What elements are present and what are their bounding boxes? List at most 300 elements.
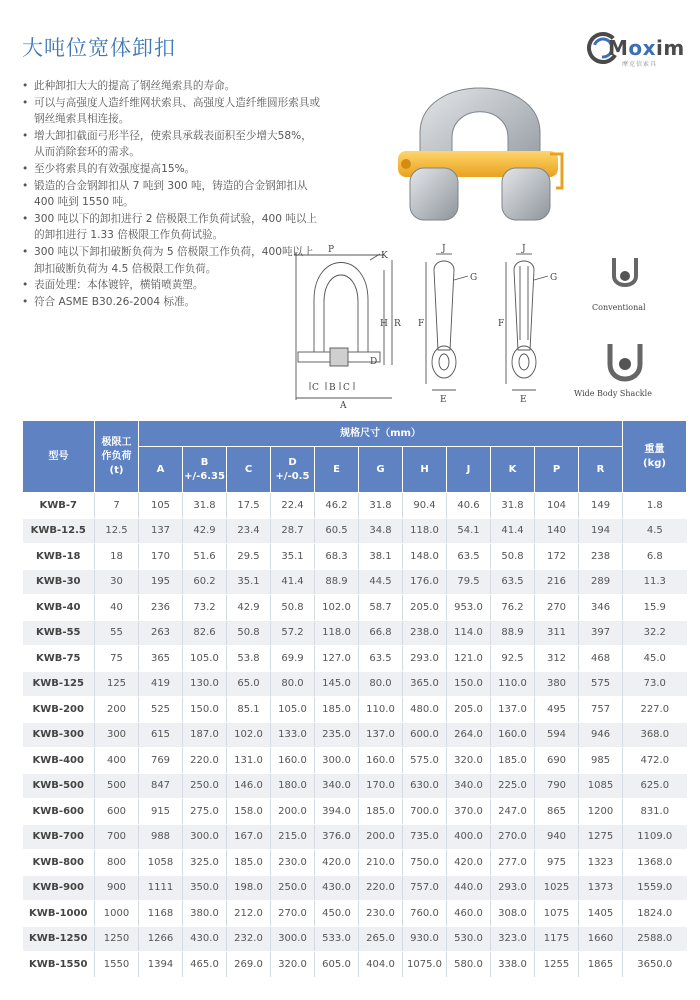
- value-cell: 530.0: [447, 926, 491, 952]
- value-cell: 300.0: [271, 926, 315, 952]
- value-cell: 500: [95, 773, 139, 799]
- header-dim-a: A: [139, 447, 183, 493]
- table-row: [23, 722, 687, 748]
- value-cell: 1865: [579, 952, 623, 978]
- value-cell: 419: [139, 671, 183, 697]
- value-cell: 195: [139, 569, 183, 595]
- value-cell: 205.0: [403, 595, 447, 621]
- value-cell: 365: [139, 646, 183, 672]
- value-cell: 940: [535, 824, 579, 850]
- model-cell: KWB-300: [23, 722, 95, 748]
- header-dims: 规格尺寸（mm）: [139, 421, 623, 447]
- value-cell: 985: [579, 748, 623, 774]
- value-cell: 73.0: [623, 671, 687, 697]
- value-cell: 146.0: [227, 773, 271, 799]
- value-cell: 60.5: [315, 518, 359, 544]
- value-cell: 176.0: [403, 569, 447, 595]
- table-row: [23, 620, 687, 646]
- value-cell: 1323: [579, 850, 623, 876]
- value-cell: 198.0: [227, 875, 271, 901]
- value-cell: 1373: [579, 875, 623, 901]
- label-g2: G: [550, 273, 558, 283]
- feature-item: • 可以与高强度人造纤维网状索具、高强度人造纤维圆形索具或钢丝绳索具相连接。: [22, 95, 322, 128]
- value-cell: 31.8: [359, 493, 403, 519]
- value-cell: 1.8: [623, 493, 687, 519]
- value-cell: 1175: [535, 926, 579, 952]
- table-row: [23, 671, 687, 697]
- feature-item: • 增大卸扣截面弓形半径，使索具承载表面积至少增大58%，从而消除套环的需求。: [22, 128, 322, 161]
- value-cell: 575.0: [403, 748, 447, 774]
- value-cell: 289: [579, 569, 623, 595]
- value-cell: 735.0: [403, 824, 447, 850]
- value-cell: 42.9: [183, 518, 227, 544]
- header-dim-p: P: [535, 447, 579, 493]
- label-r: R: [394, 319, 401, 329]
- value-cell: 630.0: [403, 773, 447, 799]
- value-cell: 757.0: [403, 875, 447, 901]
- header-model: 型号: [23, 421, 95, 493]
- value-cell: 600: [95, 799, 139, 825]
- value-cell: 53.8: [227, 646, 271, 672]
- value-cell: 263: [139, 620, 183, 646]
- label-a: A: [340, 401, 347, 411]
- value-cell: 480.0: [403, 697, 447, 723]
- value-cell: 420.0: [447, 850, 491, 876]
- value-cell: 200.0: [359, 824, 403, 850]
- value-cell: 51.6: [183, 544, 227, 570]
- value-cell: 105.0: [183, 646, 227, 672]
- value-cell: 102.0: [227, 722, 271, 748]
- value-cell: 1000: [95, 901, 139, 927]
- value-cell: 42.9: [227, 595, 271, 621]
- header-dim-h: H: [403, 447, 447, 493]
- value-cell: 15.9: [623, 595, 687, 621]
- value-cell: 46.2: [315, 493, 359, 519]
- value-cell: 865: [535, 799, 579, 825]
- model-cell: KWB-400: [23, 748, 95, 774]
- value-cell: 420.0: [315, 850, 359, 876]
- value-cell: 1550: [95, 952, 139, 978]
- value-cell: 88.9: [315, 569, 359, 595]
- value-cell: 220.0: [359, 875, 403, 901]
- value-cell: 75: [95, 646, 139, 672]
- table-row: [23, 493, 687, 519]
- table-row: [23, 773, 687, 799]
- model-cell: KWB-55: [23, 620, 95, 646]
- value-cell: 380.0: [183, 901, 227, 927]
- table-row: [23, 799, 687, 825]
- value-cell: 137.0: [491, 697, 535, 723]
- feature-item: • 符合 ASME B30.26-2004 标准。: [22, 294, 322, 311]
- value-cell: 170.0: [359, 773, 403, 799]
- value-cell: 31.8: [183, 493, 227, 519]
- value-cell: 50.8: [271, 595, 315, 621]
- brand-logo: [586, 30, 686, 78]
- value-cell: 700: [95, 824, 139, 850]
- model-cell: KWB-800: [23, 850, 95, 876]
- label-j2: J: [522, 244, 526, 254]
- value-cell: 82.6: [183, 620, 227, 646]
- label-d: D: [370, 357, 378, 367]
- label-e: E: [440, 395, 447, 405]
- header-dim-g: G: [359, 447, 403, 493]
- value-cell: 65.0: [227, 671, 271, 697]
- value-cell: 216: [535, 569, 579, 595]
- value-cell: 160.0: [491, 722, 535, 748]
- value-cell: 1394: [139, 952, 183, 978]
- value-cell: 400: [95, 748, 139, 774]
- value-cell: 90.4: [403, 493, 447, 519]
- feature-item: • 此种卸扣大大的提高了钢丝绳索具的寿命。: [22, 78, 322, 95]
- value-cell: 215.0: [271, 824, 315, 850]
- value-cell: 300.0: [315, 748, 359, 774]
- model-cell: KWB-500: [23, 773, 95, 799]
- value-cell: 18: [95, 544, 139, 570]
- value-cell: 4.5: [623, 518, 687, 544]
- value-cell: 1085: [579, 773, 623, 799]
- value-cell: 6.8: [623, 544, 687, 570]
- value-cell: 580.0: [447, 952, 491, 978]
- value-cell: 3650.0: [623, 952, 687, 978]
- value-cell: 148.0: [403, 544, 447, 570]
- value-cell: 38.1: [359, 544, 403, 570]
- value-cell: 600.0: [403, 722, 447, 748]
- value-cell: 40: [95, 595, 139, 621]
- value-cell: 312: [535, 646, 579, 672]
- value-cell: 80.0: [271, 671, 315, 697]
- table-row: [23, 748, 687, 774]
- value-cell: 2588.0: [623, 926, 687, 952]
- value-cell: 323.0: [491, 926, 535, 952]
- value-cell: 1058: [139, 850, 183, 876]
- value-cell: 158.0: [227, 799, 271, 825]
- value-cell: 150.0: [183, 697, 227, 723]
- spec-table: [22, 420, 687, 978]
- value-cell: 1111: [139, 875, 183, 901]
- value-cell: 472.0: [623, 748, 687, 774]
- value-cell: 54.1: [447, 518, 491, 544]
- value-cell: 465.0: [183, 952, 227, 978]
- value-cell: 1168: [139, 901, 183, 927]
- header-dim-r: R: [579, 447, 623, 493]
- value-cell: 185.0: [315, 697, 359, 723]
- value-cell: 92.5: [491, 646, 535, 672]
- value-cell: 68.3: [315, 544, 359, 570]
- value-cell: 953.0: [447, 595, 491, 621]
- value-cell: 205.0: [447, 697, 491, 723]
- shackle-product-image: [390, 58, 570, 238]
- model-cell: KWB-900: [23, 875, 95, 901]
- value-cell: 140: [535, 518, 579, 544]
- value-cell: 50.8: [227, 620, 271, 646]
- value-cell: 110.0: [359, 697, 403, 723]
- value-cell: 28.7: [271, 518, 315, 544]
- feature-item: • 300 吨以下的卸扣进行 2 倍极限工作负荷试验，400 吨以上的卸扣进行 1.33 倍极限工作负荷试验。: [22, 211, 322, 244]
- value-cell: 73.2: [183, 595, 227, 621]
- brand-subtitle: 摩克信索具: [622, 61, 658, 68]
- value-cell: 594: [535, 722, 579, 748]
- value-cell: 1368.0: [623, 850, 687, 876]
- header-dim-k: K: [491, 447, 535, 493]
- value-cell: 34.8: [359, 518, 403, 544]
- value-cell: 227.0: [623, 697, 687, 723]
- page-title: 大吨位宽体卸扣: [22, 36, 176, 60]
- value-cell: 700.0: [403, 799, 447, 825]
- value-cell: 1075.0: [403, 952, 447, 978]
- value-cell: 1250: [95, 926, 139, 952]
- feature-item: • 锻造的合金钢卸扣从 7 吨到 300 吨，铸造的合金钢卸扣从 400 吨到 1550 吨。: [22, 178, 322, 211]
- value-cell: 790: [535, 773, 579, 799]
- label-h: H: [380, 319, 388, 329]
- label-f2: F: [498, 319, 505, 329]
- table-row: [23, 952, 687, 978]
- value-cell: 847: [139, 773, 183, 799]
- value-cell: 769: [139, 748, 183, 774]
- value-cell: 300: [95, 722, 139, 748]
- value-cell: 230.0: [359, 901, 403, 927]
- label-f: F: [418, 319, 425, 329]
- value-cell: 975: [535, 850, 579, 876]
- value-cell: 440.0: [447, 875, 491, 901]
- value-cell: 533.0: [315, 926, 359, 952]
- value-cell: 12.5: [95, 518, 139, 544]
- value-cell: 131.0: [227, 748, 271, 774]
- value-cell: 66.8: [359, 620, 403, 646]
- value-cell: 1660: [579, 926, 623, 952]
- model-cell: KWB-600: [23, 799, 95, 825]
- value-cell: 133.0: [271, 722, 315, 748]
- value-cell: 930.0: [403, 926, 447, 952]
- value-cell: 308.0: [491, 901, 535, 927]
- value-cell: 800: [95, 850, 139, 876]
- value-cell: 340.0: [447, 773, 491, 799]
- value-cell: 265.0: [359, 926, 403, 952]
- value-cell: 44.5: [359, 569, 403, 595]
- value-cell: 150.0: [447, 671, 491, 697]
- value-cell: 365.0: [403, 671, 447, 697]
- value-cell: 118.0: [315, 620, 359, 646]
- model-cell: KWB-12.5: [23, 518, 95, 544]
- value-cell: 690: [535, 748, 579, 774]
- value-cell: 145.0: [315, 671, 359, 697]
- value-cell: 311: [535, 620, 579, 646]
- conventional-label: Conventional: [592, 303, 646, 312]
- table-row: [23, 824, 687, 850]
- value-cell: 1266: [139, 926, 183, 952]
- value-cell: 7: [95, 493, 139, 519]
- value-cell: 615: [139, 722, 183, 748]
- model-cell: KWB-1550: [23, 952, 95, 978]
- value-cell: 525: [139, 697, 183, 723]
- header-dim-b: B +/-6.35: [183, 447, 227, 493]
- value-cell: 114.0: [447, 620, 491, 646]
- value-cell: 293.0: [403, 646, 447, 672]
- value-cell: 250.0: [183, 773, 227, 799]
- value-cell: 160.0: [271, 748, 315, 774]
- table-row: [23, 544, 687, 570]
- value-cell: 187.0: [183, 722, 227, 748]
- header-dim-c: C: [227, 447, 271, 493]
- model-cell: KWB-700: [23, 824, 95, 850]
- value-cell: 60.2: [183, 569, 227, 595]
- value-cell: 137: [139, 518, 183, 544]
- value-cell: 121.0: [447, 646, 491, 672]
- label-c2: C: [343, 383, 350, 393]
- value-cell: 238.0: [403, 620, 447, 646]
- value-cell: 270.0: [271, 901, 315, 927]
- value-cell: 460.0: [447, 901, 491, 927]
- value-cell: 200: [95, 697, 139, 723]
- value-cell: 368.0: [623, 722, 687, 748]
- value-cell: 137.0: [359, 722, 403, 748]
- value-cell: 750.0: [403, 850, 447, 876]
- value-cell: 80.0: [359, 671, 403, 697]
- value-cell: 76.2: [491, 595, 535, 621]
- value-cell: 325.0: [183, 850, 227, 876]
- value-cell: 88.9: [491, 620, 535, 646]
- value-cell: 300.0: [183, 824, 227, 850]
- value-cell: 55: [95, 620, 139, 646]
- value-cell: 277.0: [491, 850, 535, 876]
- value-cell: 370.0: [447, 799, 491, 825]
- value-cell: 625.0: [623, 773, 687, 799]
- value-cell: 57.2: [271, 620, 315, 646]
- value-cell: 394.0: [315, 799, 359, 825]
- value-cell: 149: [579, 493, 623, 519]
- value-cell: 130.0: [183, 671, 227, 697]
- label-p: P: [328, 245, 335, 255]
- value-cell: 17.5: [227, 493, 271, 519]
- value-cell: 58.7: [359, 595, 403, 621]
- value-cell: 270: [535, 595, 579, 621]
- value-cell: 430.0: [183, 926, 227, 952]
- value-cell: 35.1: [271, 544, 315, 570]
- value-cell: 232.0: [227, 926, 271, 952]
- table-row: [23, 569, 687, 595]
- value-cell: 338.0: [491, 952, 535, 978]
- value-cell: 127.0: [315, 646, 359, 672]
- header-dim-e: E: [315, 447, 359, 493]
- value-cell: 185.0: [227, 850, 271, 876]
- label-e2: E: [520, 395, 527, 405]
- value-cell: 250.0: [271, 875, 315, 901]
- value-cell: 404.0: [359, 952, 403, 978]
- value-cell: 320.0: [447, 748, 491, 774]
- label-k: K: [381, 251, 388, 261]
- value-cell: 235.0: [315, 722, 359, 748]
- value-cell: 35.1: [227, 569, 271, 595]
- value-cell: 185.0: [359, 799, 403, 825]
- value-cell: 238: [579, 544, 623, 570]
- wide-body-icon: [610, 344, 640, 379]
- table-row: [23, 697, 687, 723]
- model-cell: KWB-18: [23, 544, 95, 570]
- value-cell: 270.0: [491, 824, 535, 850]
- value-cell: 79.5: [447, 569, 491, 595]
- value-cell: 1075: [535, 901, 579, 927]
- table-row: [23, 901, 687, 927]
- value-cell: 41.4: [271, 569, 315, 595]
- value-cell: 376.0: [315, 824, 359, 850]
- value-cell: 1200: [579, 799, 623, 825]
- value-cell: 275.0: [183, 799, 227, 825]
- feature-list: [22, 78, 322, 310]
- value-cell: 1025: [535, 875, 579, 901]
- table-row: [23, 518, 687, 544]
- value-cell: 63.5: [447, 544, 491, 570]
- value-cell: 605.0: [315, 952, 359, 978]
- value-cell: 30: [95, 569, 139, 595]
- value-cell: 430.0: [315, 875, 359, 901]
- table-row: [23, 646, 687, 672]
- value-cell: 946: [579, 722, 623, 748]
- value-cell: 32.2: [623, 620, 687, 646]
- value-cell: 167.0: [227, 824, 271, 850]
- value-cell: 346: [579, 595, 623, 621]
- model-cell: KWB-200: [23, 697, 95, 723]
- value-cell: 125: [95, 671, 139, 697]
- value-cell: 104: [535, 493, 579, 519]
- model-cell: KWB-30: [23, 569, 95, 595]
- value-cell: 11.3: [623, 569, 687, 595]
- label-g: G: [470, 273, 478, 283]
- value-cell: 230.0: [271, 850, 315, 876]
- value-cell: 31.8: [491, 493, 535, 519]
- value-cell: 1275: [579, 824, 623, 850]
- value-cell: 264.0: [447, 722, 491, 748]
- value-cell: 450.0: [315, 901, 359, 927]
- value-cell: 185.0: [491, 748, 535, 774]
- value-cell: 225.0: [491, 773, 535, 799]
- label-b: B: [329, 383, 336, 393]
- value-cell: 269.0: [227, 952, 271, 978]
- wide-body-label: Wide Body Shackle: [574, 389, 652, 398]
- value-cell: 1255: [535, 952, 579, 978]
- model-cell: KWB-125: [23, 671, 95, 697]
- value-cell: 40.6: [447, 493, 491, 519]
- value-cell: 22.4: [271, 493, 315, 519]
- value-cell: 172: [535, 544, 579, 570]
- header-dim-j: J: [447, 447, 491, 493]
- value-cell: 900: [95, 875, 139, 901]
- value-cell: 180.0: [271, 773, 315, 799]
- value-cell: 69.9: [271, 646, 315, 672]
- value-cell: 170: [139, 544, 183, 570]
- model-cell: KWB-1250: [23, 926, 95, 952]
- model-cell: KWB-1000: [23, 901, 95, 927]
- value-cell: 915: [139, 799, 183, 825]
- header-dim-d: D +/-0.5: [271, 447, 315, 493]
- brand-name: Moxim: [608, 36, 685, 60]
- value-cell: 1109.0: [623, 824, 687, 850]
- feature-item: • 300 吨以下卸扣破断负荷为 5 倍极限工作负荷，400吨以上卸扣破断负荷为 4.5 倍极限工作负荷。: [22, 244, 322, 277]
- value-cell: 831.0: [623, 799, 687, 825]
- value-cell: 63.5: [491, 569, 535, 595]
- value-cell: 397: [579, 620, 623, 646]
- value-cell: 212.0: [227, 901, 271, 927]
- table-row: [23, 850, 687, 876]
- value-cell: 118.0: [403, 518, 447, 544]
- value-cell: 495: [535, 697, 579, 723]
- value-cell: 988: [139, 824, 183, 850]
- value-cell: 468: [579, 646, 623, 672]
- value-cell: 380: [535, 671, 579, 697]
- model-cell: KWB-40: [23, 595, 95, 621]
- feature-item: • 至少将索具的有效强度提高15%。: [22, 161, 322, 178]
- feature-item: • 表面处理：本体镀锌，横销喷黄塑。: [22, 277, 322, 294]
- header-weight: 重量(kg): [623, 421, 687, 493]
- value-cell: 160.0: [359, 748, 403, 774]
